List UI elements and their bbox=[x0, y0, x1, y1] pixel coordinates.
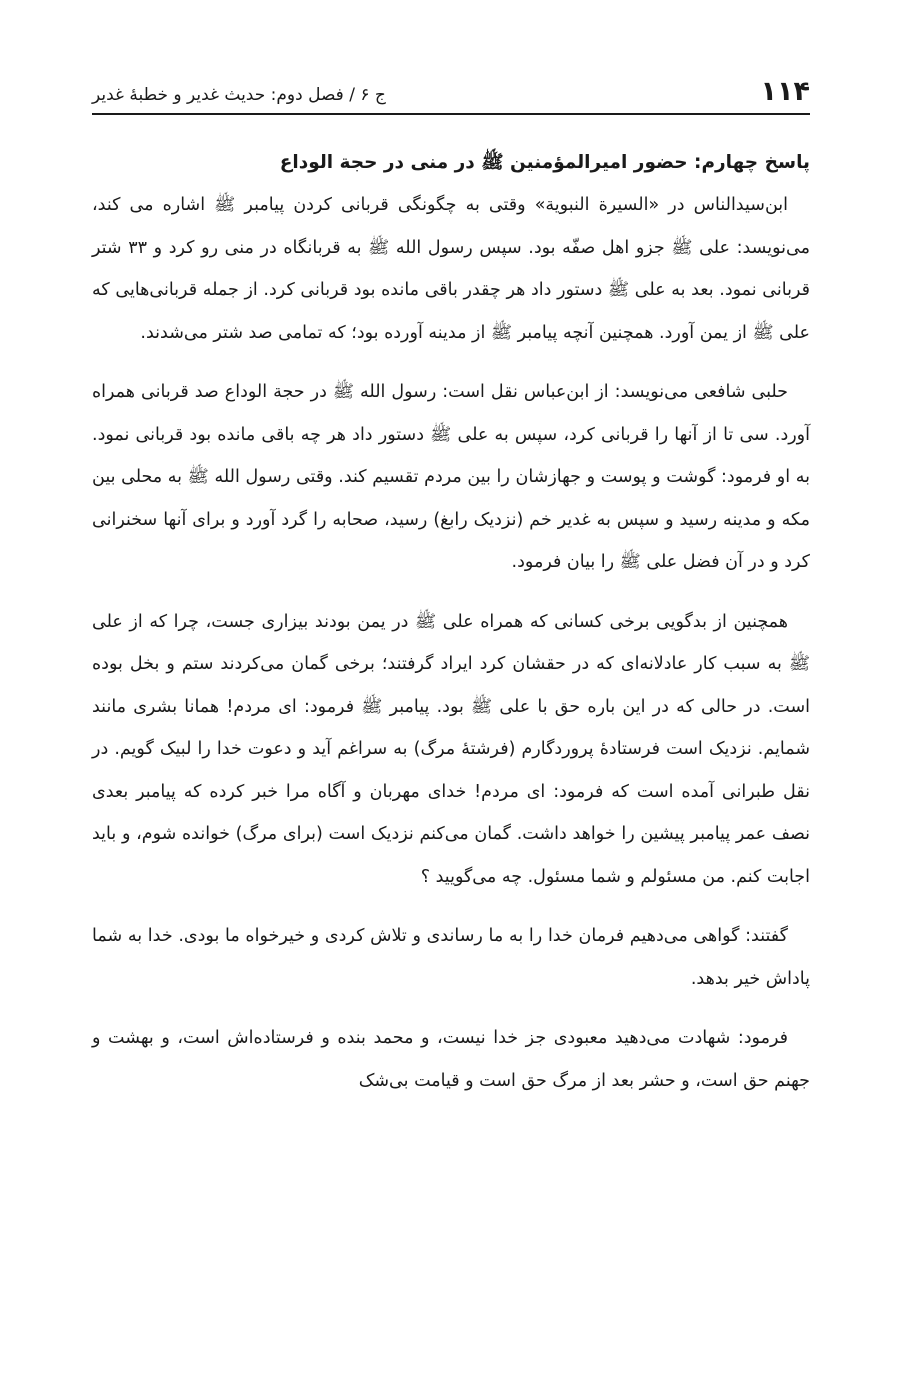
paragraph: همچنین از بدگویی برخی کسانی که همراه علی ﷺ در یمن بودند بیزاری جست، چرا که از علی ﷺ به سبب کار عادلانه‌ای که در حقشان کرد ایراد گرفتند؛ برخی گمان می‌کردند ستم و بخل بوده است. در حالی که در این باره حق با علی ﷺ بود. پیامبر ﷺ فرمود: ای مردم! همانا بشری مانند شمایم. نزدیک است فرستادهٔ پروردگارم (فرشتهٔ مرگ) به سراغم آید و دعوت خدا را لبیک گویم. در نقل طبرانی آمده است که فرمود: ای مردم! خدای مهربان و آگاه مرا خبر کرده که پیامبر بعدی نصف عمر پیامبر پیشین را خواهد داشت. گمان می‌کنم نزدیک است (برای مرگ) خوانده شوم، و باید اجابت کنم. من مسئولم و شما مسئول. چه می‌گویید ؟ bbox=[92, 611, 810, 887]
page-number: ۱۱۴ bbox=[760, 76, 810, 107]
paragraph: ابن‌سیدالناس در «السیرة النبویة» وقتی به چگونگی قربانی کردن پیامبر ﷺ اشاره می کند، می‌نویسد: علی ﷺ جزو اهل صفّه بود. سپس رسول الله ﷺ به قربانگاه در منی رو کرد و ۳۳ شتر قربانی نمود. بعد به علی ﷺ دستور داد هر چقدر باقی مانده بود قربانی کرد. از جمله قربانی‌هایی که علی ﷺ از یمن آورد. همچنین آنچه پیامبر ﷺ از مدینه آورده بود؛ که تمامی صد شتر می‌شدند. bbox=[92, 195, 811, 343]
header-divider bbox=[92, 113, 810, 115]
running-title: ج ۶ / فصل دوم: حدیث غدیر و خطبهٔ غدیر bbox=[92, 85, 386, 105]
page-header bbox=[92, 68, 810, 108]
paragraph: گفتند: گواهی می‌دهیم فرمان خدا را به ما رساندی و تلاش کردی و خیرخواه ما بودی. خدا به شما پاداش خیر بدهد. bbox=[92, 926, 810, 989]
paragraph: حلبی شافعی می‌نویسد: از ابن‌عباس نقل است: رسول الله ﷺ در حجة الوداع صد قربانی همراه آورد. سی تا از آنها را قربانی کرد، سپس به علی ﷺ دستور داد هر چه باقی مانده بود قربانی نمود. به او فرمود: گوشت و پوست و جهازشان را بین مردم تقسیم کند. وقتی رسول الله ﷺ به محلی بین مکه و مدینه رسید و سپس به غدیر خم (نزدیک رابغ) رسید، صحابه را گرد آورد و برای آنها سخنرانی کرد و در آن فضل علی ﷺ را بیان فرمود. bbox=[92, 382, 810, 572]
section-heading: پاسخ چهارم: حضور امیرالمؤمنین ﷺ در منی در حجة الوداع bbox=[279, 152, 810, 173]
book-page bbox=[92, 0, 810, 1390]
paragraph: فرمود: شهادت می‌دهید معبودی جز خدا نیست، و محمد بنده و فرستاده‌اش است، و بهشت و جهنم حق است، و حشر بعد از مرگ حق است و قیامت بی‌شک bbox=[92, 1028, 810, 1091]
page-body bbox=[92, 142, 810, 1119]
